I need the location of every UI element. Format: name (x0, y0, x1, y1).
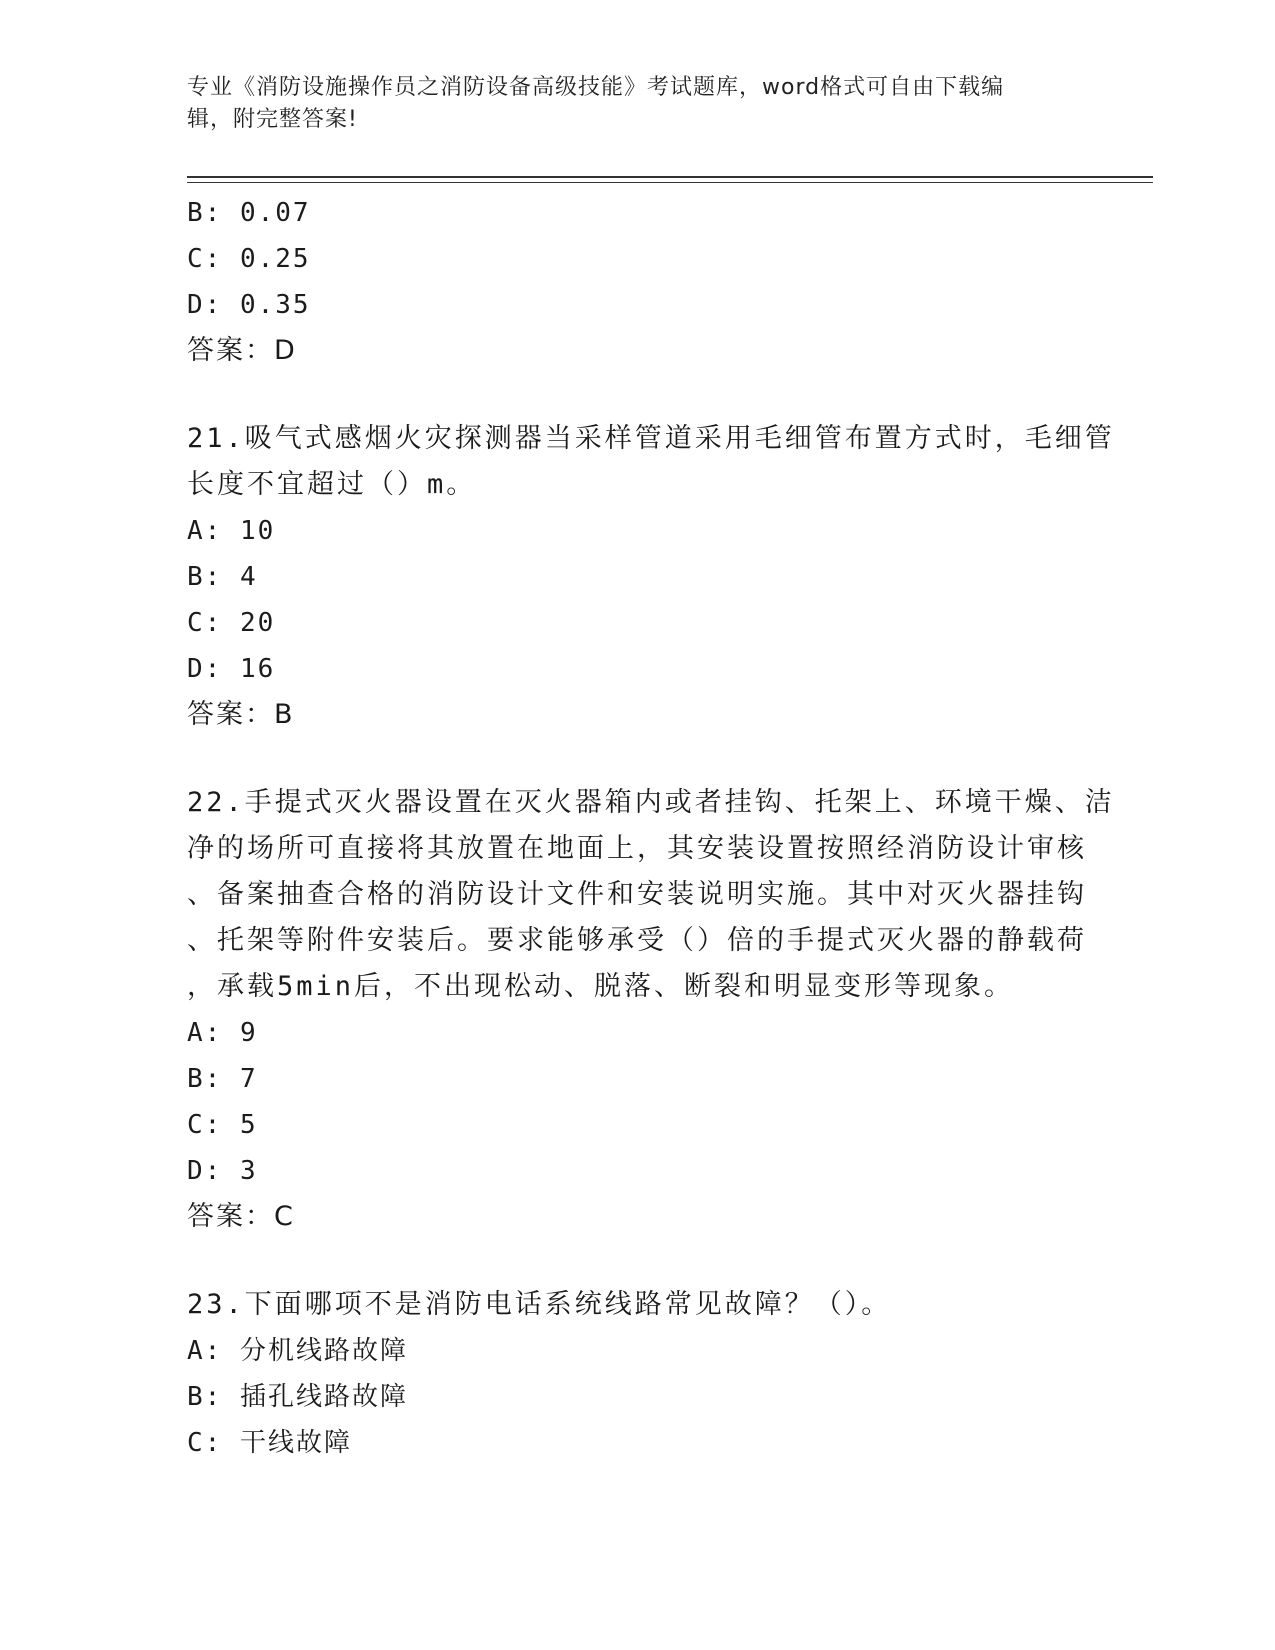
header-divider-thick (187, 176, 1153, 178)
question-text-line: 净的场所可直接将其放置在地面上，其安装设置按照经消防设计审核 (187, 833, 1087, 864)
option-d: D: 3 (187, 1156, 258, 1186)
option-b: B: 插孔线路故障 (187, 1382, 408, 1412)
answer-line: 答案：D (187, 335, 297, 366)
option-c: C: 0.25 (187, 244, 311, 274)
question-21 (187, 416, 1115, 738)
spacer (187, 738, 1087, 780)
header-line-1: 专业《消防设施操作员之消防设备高级技能》考试题库，word格式可自由下载编 (187, 75, 1005, 100)
option-b: B: 0.07 (187, 198, 311, 228)
question-text-line: 、托架等附件安装后。要求能够承受（）倍的手提式灭火器的静载荷 (187, 925, 1087, 956)
question-text-line: 长度不宜超过（）m。 (187, 469, 477, 500)
question-text-line: 23.下面哪项不是消防电话系统线路常见故障？（）。 (187, 1289, 892, 1320)
prev-question (187, 190, 1087, 374)
option-c: C: 5 (187, 1110, 258, 1140)
option-d: D: 0.35 (187, 290, 311, 320)
page-header (187, 72, 1067, 136)
answer-line: 答案：C (187, 1201, 295, 1232)
option-c: C: 20 (187, 608, 276, 638)
question-23 (187, 1282, 1087, 1466)
question-text-line: ，承载5min后，不出现松动、脱落、断裂和明显变形等现象。 (187, 971, 1015, 1002)
option-b: B: 4 (187, 562, 258, 592)
question-text-line: 、备案抽查合格的消防设计文件和安装说明实施。其中对灭火器挂钩 (187, 879, 1087, 910)
option-a: A: 10 (187, 516, 276, 546)
spacer (187, 1240, 1087, 1282)
option-c: C: 干线故障 (187, 1428, 352, 1458)
question-22 (187, 780, 1115, 1240)
question-text-line: 22.手提式灭火器设置在灭火器箱内或者挂钩、托架上、环境干燥、洁 (187, 787, 1115, 818)
question-text-line: 21.吸气式感烟火灾探测器当采样管道采用毛细管布置方式时，毛细管 (187, 423, 1115, 454)
option-a: A: 9 (187, 1018, 258, 1048)
option-b: B: 7 (187, 1064, 258, 1094)
option-a: A: 分机线路故障 (187, 1336, 408, 1366)
spacer (187, 374, 1087, 416)
answer-line: 答案：B (187, 699, 295, 730)
header-divider-thin (187, 182, 1153, 183)
option-d: D: 16 (187, 654, 276, 684)
header-line-2: 辑，附完整答案! (187, 107, 358, 132)
document-body (187, 190, 1115, 1466)
